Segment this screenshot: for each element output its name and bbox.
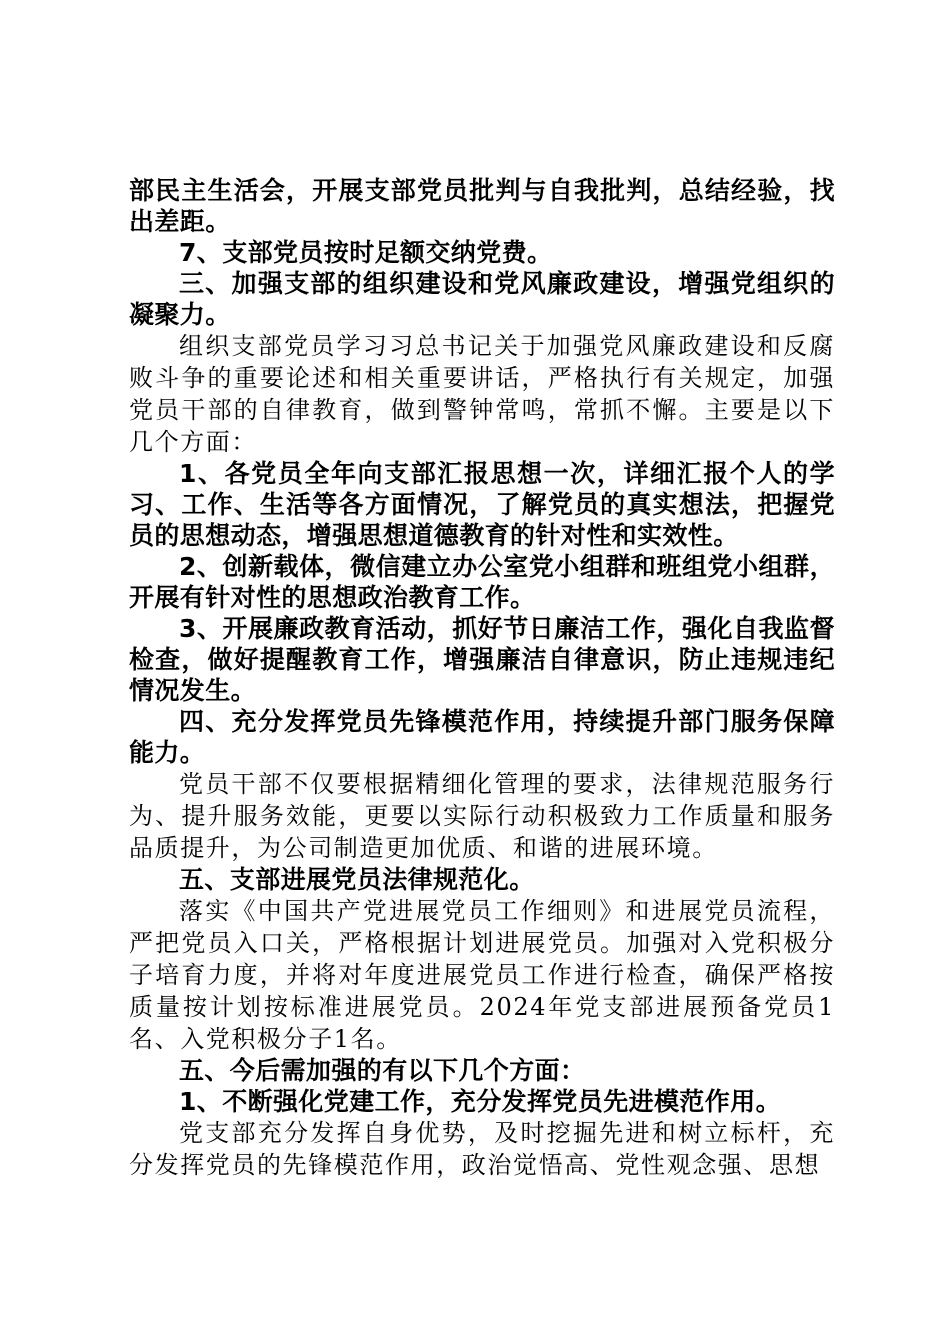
section-5-body: 落实《中国共产党进展党员工作细则》和进展党员流程，严把党员入口关，严格根据计划进展党员。加强对入党积极分子培育力度，并将对年度进展党员工作进行检查，确保严格按质量按计划按标准进展党员。2024年党支部进展预备党员1名、入党积极分子1名。 bbox=[129, 897, 835, 1053]
list-item-7: 7、支部党员按时足额交纳党费。 bbox=[179, 238, 553, 267]
improvement-item-1: 1、不断强化党建工作，充分发挥党员先进模范作用。 bbox=[179, 1087, 781, 1116]
list-item-1: 1、各党员全年向支部汇报思想一次，详细汇报个人的学习、工作、生活等各方面情况，了解党员的真实想法，把握党员的思想动态，增强思想道德教育的针对性和实效性。 bbox=[129, 459, 835, 550]
section-heading-3: 三、加强支部的组织建设和党风廉政建设，增强党组织的凝聚力。 bbox=[129, 269, 835, 329]
section-heading-5: 五、支部进展党员法律规范化。 bbox=[179, 865, 535, 894]
list-item-3: 3、开展廉政教育活动，抓好节日廉洁工作，强化自我监督检查，做好提醒教育工作，增强廉洁自律意识，防止违规违纪情况发生。 bbox=[129, 614, 835, 705]
document-page bbox=[129, 175, 835, 1181]
section-heading-5b: 五、今后需加强的有以下几个方面： bbox=[179, 1056, 586, 1085]
improvement-item-1-body: 党支部充分发挥自身优势，及时挖掘先进和树立标杆，充分发挥党员的先锋模范作用，政治觉悟高、党性观念强、思想 bbox=[129, 1119, 835, 1179]
section-4-body: 党员干部不仅要根据精细化管理的要求，法律规范服务行为、提升服务效能，更要以实际行动积极致力工作质量和服务品质提升，为公司制造更加优质、和谐的进展环境。 bbox=[129, 770, 835, 862]
section-heading-4: 四、充分发挥党员先锋模范作用，持续提升部门服务保障能力。 bbox=[129, 707, 835, 767]
section-3-body: 组织支部党员学习习总书记关于加强党风廉政建设和反腐败斗争的重要论述和相关重要讲话，严格执行有关规定，加强党员干部的自律教育，做到警钟常鸣，常抓不懈。主要是以下几个方面： bbox=[129, 332, 835, 456]
paragraph-continuation: 部民主生活会，开展支部党员批判与自我批判，总结经验，找出差距。 bbox=[129, 176, 835, 236]
list-item-2: 2、创新载体，微信建立办公室党小组群和班组党小组群，开展有针对性的思想政治教育工作。 bbox=[129, 552, 835, 612]
